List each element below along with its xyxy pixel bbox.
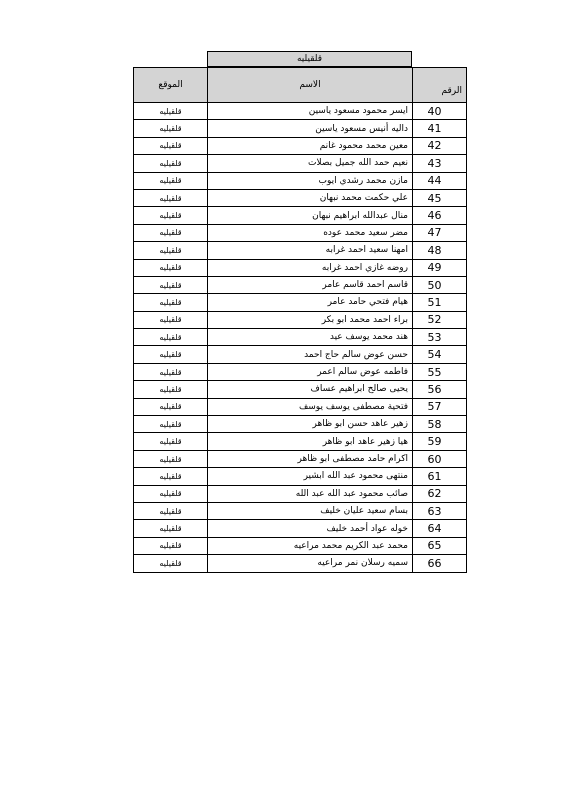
row-location: قلقيليه	[134, 502, 208, 519]
table-row	[134, 537, 467, 554]
row-name: اكرام حامد مصطفى ابو ظاهر	[208, 450, 413, 467]
row-name: ايسر محمود مسعود ياسين	[208, 103, 413, 120]
row-name: فاطمه عوض سالم اعمر	[208, 363, 413, 380]
row-number: 61	[413, 468, 467, 485]
row-location: قلقيليه	[134, 555, 208, 572]
row-name: علي حكمت محمد نبهان	[208, 189, 413, 206]
table-row	[134, 433, 467, 450]
row-location: قلقيليه	[134, 520, 208, 537]
row-location: قلقيليه	[134, 450, 208, 467]
row-number: 40	[413, 103, 467, 120]
table-row	[134, 363, 467, 380]
row-name: زهير عاهد حسن ابو ظاهر	[208, 416, 413, 433]
row-number: 64	[413, 520, 467, 537]
row-number: 55	[413, 363, 467, 380]
table-row	[134, 189, 467, 206]
row-name: معين محمد محمود غانم	[208, 137, 413, 154]
row-location: قلقيليه	[134, 259, 208, 276]
row-location: قلقيليه	[134, 155, 208, 172]
row-number: 63	[413, 502, 467, 519]
row-location: قلقيليه	[134, 329, 208, 346]
table-row	[134, 259, 467, 276]
row-location: قلقيليه	[134, 207, 208, 224]
row-name: هيا زهير عاهد ابو ظاهر	[208, 433, 413, 450]
row-number: 56	[413, 381, 467, 398]
header-number: الرقم	[413, 68, 467, 103]
row-location: قلقيليه	[134, 276, 208, 293]
row-name: منال عبدالله ابراهيم نبهان	[208, 207, 413, 224]
row-number: 66	[413, 555, 467, 572]
row-location: قلقيليه	[134, 189, 208, 206]
table-row	[134, 555, 467, 572]
row-name: نعيم حمد الله جميل بصلات	[208, 155, 413, 172]
row-number: 54	[413, 346, 467, 363]
row-location: قلقيليه	[134, 416, 208, 433]
participants-table	[133, 67, 467, 573]
row-name: يحيى صالح ابراهيم عساف	[208, 381, 413, 398]
row-number: 47	[413, 224, 467, 241]
row-name: سميه رسلان نمر مراعيه	[208, 555, 413, 572]
row-number: 46	[413, 207, 467, 224]
row-number: 53	[413, 329, 467, 346]
row-number: 60	[413, 450, 467, 467]
row-name: منتهى محمود عبد الله ابشير	[208, 468, 413, 485]
table-row	[134, 329, 467, 346]
table-header-row	[134, 68, 467, 103]
row-number: 43	[413, 155, 467, 172]
city-header: قلقيليه	[207, 51, 412, 67]
row-location: قلقيليه	[134, 468, 208, 485]
table-row	[134, 120, 467, 137]
row-location: قلقيليه	[134, 363, 208, 380]
row-name: روضه غازي احمد غرابه	[208, 259, 413, 276]
row-location: قلقيليه	[134, 311, 208, 328]
table-row	[134, 276, 467, 293]
table-row	[134, 381, 467, 398]
row-name: مازن محمد رشدي ايوب	[208, 172, 413, 189]
row-number: 49	[413, 259, 467, 276]
row-name: صائب محمود عبد الله عبد الله	[208, 485, 413, 502]
row-location: قلقيليه	[134, 242, 208, 259]
table-row	[134, 485, 467, 502]
table-row	[134, 137, 467, 154]
table-row	[134, 242, 467, 259]
header-name: الاسم	[208, 68, 413, 103]
header-location: الموقع	[134, 68, 208, 103]
row-name: هيام فتحي حامد عامر	[208, 294, 413, 311]
row-number: 41	[413, 120, 467, 137]
row-name: بسام سعيد عليان خليف	[208, 502, 413, 519]
row-location: قلقيليه	[134, 103, 208, 120]
table-row	[134, 155, 467, 172]
row-name: قاسم احمد قاسم عامر	[208, 276, 413, 293]
row-location: قلقيليه	[134, 433, 208, 450]
row-location: قلقيليه	[134, 346, 208, 363]
row-location: قلقيليه	[134, 120, 208, 137]
table-row	[134, 207, 467, 224]
row-name: داليه أنيس مسعود ياسين	[208, 120, 413, 137]
row-name: براء احمد محمد ابو بكر	[208, 311, 413, 328]
row-name: مضر سعيد محمد عوده	[208, 224, 413, 241]
row-name: محمد عبد الكريم محمد مراعيه	[208, 537, 413, 554]
row-number: 51	[413, 294, 467, 311]
row-number: 58	[413, 416, 467, 433]
row-location: قلقيليه	[134, 172, 208, 189]
row-location: قلقيليه	[134, 137, 208, 154]
table-row	[134, 450, 467, 467]
row-number: 59	[413, 433, 467, 450]
table-row	[134, 468, 467, 485]
table-row	[134, 224, 467, 241]
row-name: هند محمد يوسف عيد	[208, 329, 413, 346]
row-number: 42	[413, 137, 467, 154]
table-row	[134, 311, 467, 328]
row-number: 48	[413, 242, 467, 259]
row-location: قلقيليه	[134, 485, 208, 502]
table-row	[134, 103, 467, 120]
row-name: حسن عوض سالم حاج احمد	[208, 346, 413, 363]
row-name: فتحية مصطفى يوسف يوسف	[208, 398, 413, 415]
row-number: 65	[413, 537, 467, 554]
table-row	[134, 346, 467, 363]
row-name: خوله عواد أحمد خليف	[208, 520, 413, 537]
row-number: 62	[413, 485, 467, 502]
row-number: 57	[413, 398, 467, 415]
row-number: 52	[413, 311, 467, 328]
row-name: امهنا سعيد احمد غرابه	[208, 242, 413, 259]
table-row	[134, 502, 467, 519]
row-location: قلقيليه	[134, 224, 208, 241]
row-location: قلقيليه	[134, 537, 208, 554]
row-number: 50	[413, 276, 467, 293]
row-location: قلقيليه	[134, 294, 208, 311]
row-location: قلقيليه	[134, 398, 208, 415]
table-row	[134, 520, 467, 537]
table-row	[134, 416, 467, 433]
row-number: 44	[413, 172, 467, 189]
row-location: قلقيليه	[134, 381, 208, 398]
table-row	[134, 398, 467, 415]
table-row	[134, 172, 467, 189]
row-number: 45	[413, 189, 467, 206]
table-row	[134, 294, 467, 311]
